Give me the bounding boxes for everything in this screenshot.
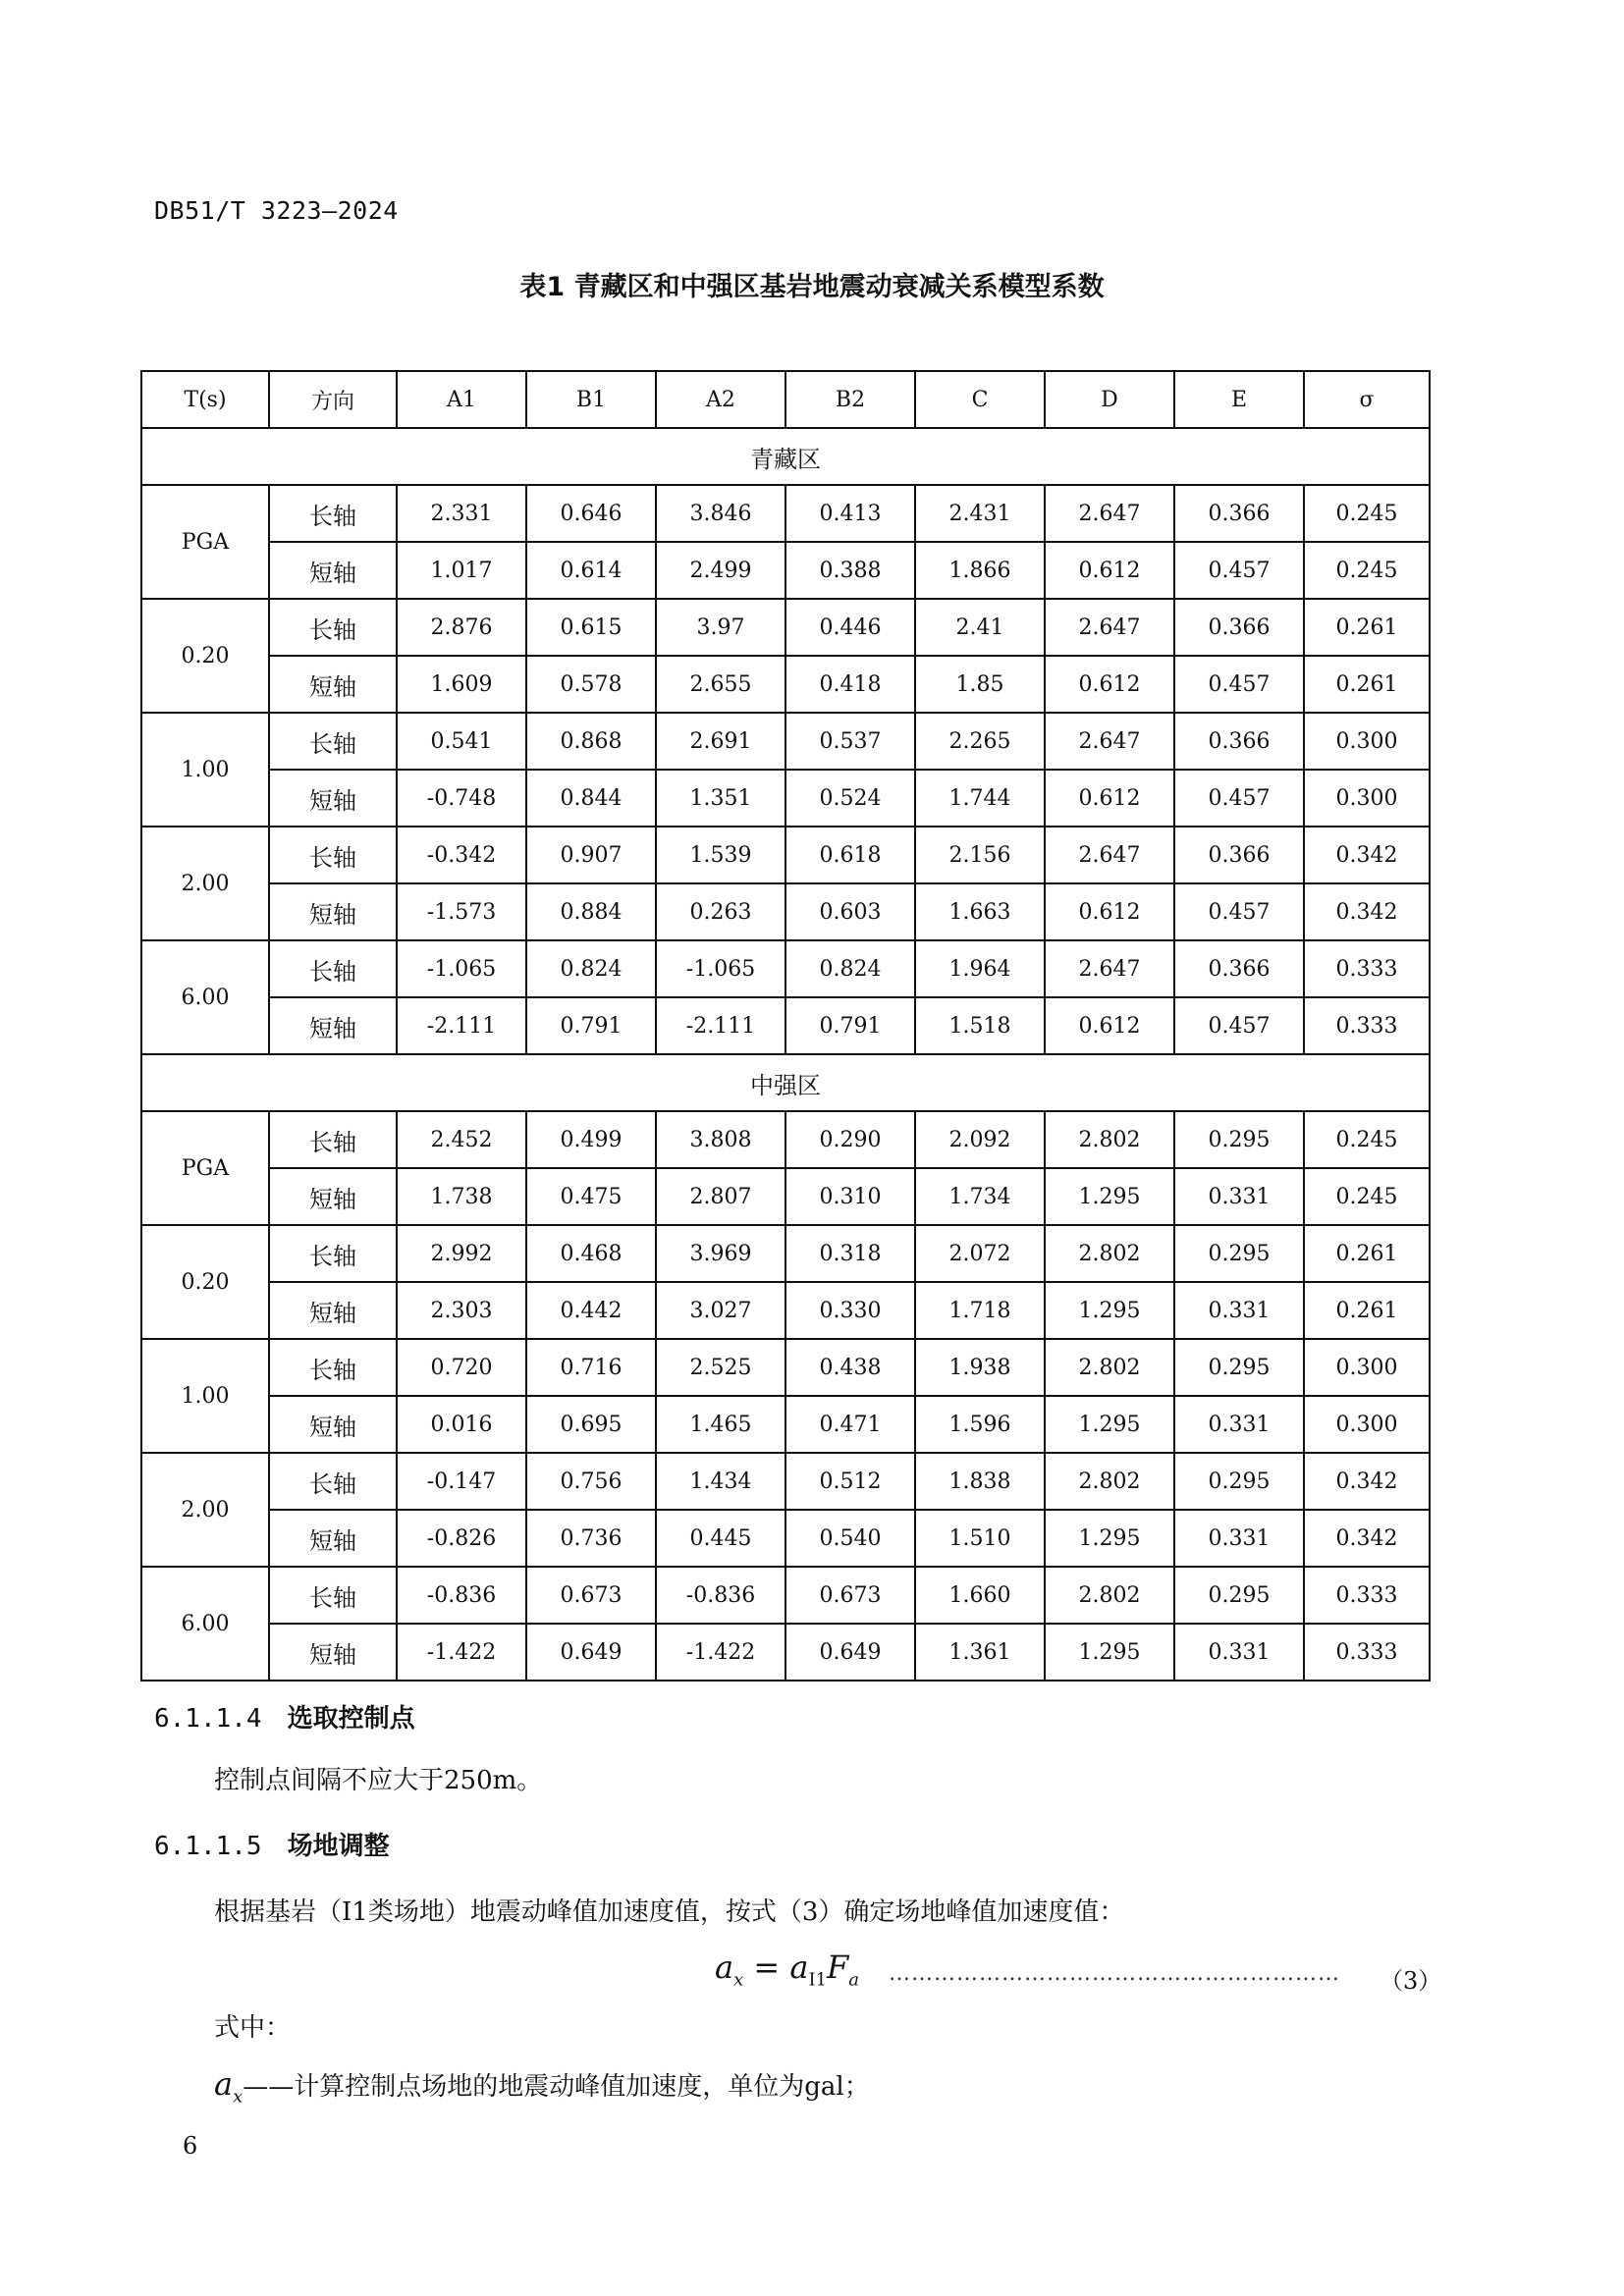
value-cell: 0.290 [785,1111,915,1168]
value-cell: 0.612 [1045,542,1174,599]
value-cell: 2.525 [656,1339,785,1396]
value-cell: 0.261 [1304,1282,1430,1339]
table-row [141,1567,1430,1624]
table-title: 表1 青藏区和中强区基岩地震动衰减关系模型系数 [519,272,1105,302]
value-cell: 0.300 [1304,713,1430,770]
value-cell: 0.310 [785,1168,915,1225]
value-cell: -1.422 [656,1624,785,1681]
formula-r2: F [827,1949,849,1986]
value-cell: 0.261 [1304,599,1430,656]
value-cell: 1.738 [397,1168,526,1225]
direction-cell: 短轴 [269,1510,397,1567]
formula-r1: a [789,1949,809,1986]
value-cell: 0.295 [1174,1453,1304,1510]
direction-cell: 短轴 [269,1282,397,1339]
value-cell: 2.265 [915,713,1045,770]
value-cell: 2.647 [1045,599,1174,656]
value-cell: 1.744 [915,770,1045,827]
direction-cell: 短轴 [269,1396,397,1453]
value-cell: -2.111 [397,997,526,1054]
value-cell: 2.41 [915,599,1045,656]
table-row [141,656,1430,713]
value-cell: 0.331 [1174,1396,1304,1453]
value-cell: -0.147 [397,1453,526,1510]
period-cell: 6.00 [141,1567,269,1681]
value-cell: 1.609 [397,656,526,713]
value-cell: 0.438 [785,1339,915,1396]
value-cell: 1.938 [915,1339,1045,1396]
region-name: 中强区 [141,1054,1430,1111]
value-cell: 0.475 [526,1168,656,1225]
value-cell: 2.431 [915,485,1045,542]
column-header-6: C [915,371,1045,428]
value-cell: 0.295 [1174,1567,1304,1624]
period-cell: PGA [141,1111,269,1225]
value-cell: 0.445 [656,1510,785,1567]
section-title: 选取控制点 [287,1704,415,1734]
period-cell: 2.00 [141,827,269,940]
value-cell: 2.647 [1045,485,1174,542]
value-cell: 0.457 [1174,770,1304,827]
value-cell: 0.457 [1174,542,1304,599]
value-cell: 0.649 [526,1624,656,1681]
value-cell: 2.802 [1045,1339,1174,1396]
value-cell: -0.342 [397,827,526,883]
value-cell: 0.457 [1174,997,1304,1054]
table-row [141,1282,1430,1339]
value-cell: 0.716 [526,1339,656,1396]
value-cell: -0.836 [656,1567,785,1624]
column-header-7: D [1045,371,1174,428]
value-cell: 0.261 [1304,1225,1430,1282]
value-cell: 2.647 [1045,827,1174,883]
value-cell: 2.331 [397,485,526,542]
column-header-3: B1 [526,371,656,428]
region-row [141,1054,1430,1111]
value-cell: 0.295 [1174,1339,1304,1396]
value-cell: 2.303 [397,1282,526,1339]
value-cell: 0.446 [785,599,915,656]
value-cell: 0.245 [1304,485,1430,542]
formula-lhs: a [715,1949,734,1986]
value-cell: 1.434 [656,1453,785,1510]
value-cell: 0.612 [1045,997,1174,1054]
variable-symbol [214,2065,244,2108]
value-cell: 0.673 [785,1567,915,1624]
equation-number: （3） [1380,1967,1442,1995]
value-cell: 0.333 [1304,1567,1430,1624]
value-cell: 0.318 [785,1225,915,1282]
table-row [141,542,1430,599]
table-row [141,940,1430,997]
section-6-1-1-4-heading [154,1698,415,1735]
value-cell: 0.844 [526,770,656,827]
value-cell: 0.342 [1304,827,1430,883]
value-cell: -1.065 [397,940,526,997]
value-cell: 0.614 [526,542,656,599]
value-cell: 0.499 [526,1111,656,1168]
value-cell: 2.092 [915,1111,1045,1168]
value-cell: 2.647 [1045,940,1174,997]
value-cell: 0.824 [785,940,915,997]
value-cell: 2.156 [915,827,1045,883]
formula-lhs-sub: x [733,1969,744,1991]
page-number: 6 [183,2132,198,2160]
value-cell: 2.876 [397,599,526,656]
column-header-2: A1 [397,371,526,428]
value-cell: 0.907 [526,827,656,883]
document-id: DB51/T 3223—2024 [154,196,399,225]
value-cell: 1.295 [1045,1168,1174,1225]
value-cell: 0.333 [1304,940,1430,997]
value-cell: 1.518 [915,997,1045,1054]
column-header-1: 方向 [269,371,397,428]
table-row [141,1111,1430,1168]
table-row [141,827,1430,883]
formula-3 [715,1949,859,1990]
region-name: 青藏区 [141,428,1430,485]
value-cell: 0.618 [785,827,915,883]
table-row [141,1225,1430,1282]
direction-cell: 短轴 [269,1168,397,1225]
variable-definition [214,2065,870,2107]
value-cell: 2.655 [656,656,785,713]
table-row [141,1396,1430,1453]
value-cell: 0.261 [1304,656,1430,713]
value-cell: 2.647 [1045,713,1174,770]
value-cell: 0.884 [526,883,656,940]
value-cell: 2.802 [1045,1567,1174,1624]
variable-description: ——计算控制点场地的地震动峰值加速度，单位为gal； [243,2072,870,2102]
value-cell: 0.366 [1174,827,1304,883]
where-label: 式中： [214,2013,292,2043]
value-cell: 0.330 [785,1282,915,1339]
value-cell: 1.866 [915,542,1045,599]
value-cell: 0.331 [1174,1624,1304,1681]
section-6-1-1-5-text: 根据基岩（I1类场地）地震动峰值加速度值，按式（3）确定场地峰值加速度值： [214,1897,1125,1927]
value-cell: 0.342 [1304,1453,1430,1510]
value-cell: 0.442 [526,1282,656,1339]
value-cell: 1.718 [915,1282,1045,1339]
value-cell: 1.663 [915,883,1045,940]
value-cell: 0.333 [1304,1624,1430,1681]
value-cell: -0.836 [397,1567,526,1624]
value-cell: 0.331 [1174,1168,1304,1225]
variable-symbol-base: a [214,2065,234,2103]
value-cell: 0.471 [785,1396,915,1453]
direction-cell: 长轴 [269,1567,397,1624]
value-cell: 0.245 [1304,1168,1430,1225]
value-cell: 0.720 [397,1339,526,1396]
value-cell: 1.295 [1045,1624,1174,1681]
value-cell: 0.649 [785,1624,915,1681]
period-cell: 1.00 [141,713,269,827]
value-cell: 0.245 [1304,542,1430,599]
section-number: 6.1.1.4 [154,1704,262,1734]
formula-leader-dots: …………………………………………………… [889,1961,1340,1986]
value-cell: 0.512 [785,1453,915,1510]
value-cell: 0.342 [1304,883,1430,940]
value-cell: 0.342 [1304,1510,1430,1567]
value-cell: 0.868 [526,713,656,770]
value-cell: 2.499 [656,542,785,599]
value-cell: 1.465 [656,1396,785,1453]
period-cell: 2.00 [141,1453,269,1567]
value-cell: 1.734 [915,1168,1045,1225]
value-cell: 0.791 [526,997,656,1054]
column-header-0: T(s) [141,371,269,428]
section-6-1-1-5-heading [154,1826,390,1862]
value-cell: 0.300 [1304,1339,1430,1396]
column-header-8: E [1174,371,1304,428]
direction-cell: 长轴 [269,485,397,542]
value-cell: -2.111 [656,997,785,1054]
value-cell: 0.418 [785,656,915,713]
value-cell: 0.468 [526,1225,656,1282]
value-cell: 0.366 [1174,940,1304,997]
value-cell: 0.612 [1045,656,1174,713]
direction-cell: 短轴 [269,997,397,1054]
value-cell: 0.457 [1174,883,1304,940]
value-cell: 0.541 [397,713,526,770]
value-cell: 0.824 [526,940,656,997]
table-row [141,1168,1430,1225]
value-cell: 2.807 [656,1168,785,1225]
period-cell: 0.20 [141,1225,269,1339]
section-number: 6.1.1.5 [154,1832,262,1861]
value-cell: 2.802 [1045,1111,1174,1168]
direction-cell: 短轴 [269,770,397,827]
table-row [141,713,1430,770]
column-header-9: σ [1304,371,1430,428]
value-cell: 0.300 [1304,1396,1430,1453]
value-cell: 0.245 [1304,1111,1430,1168]
direction-cell: 短轴 [269,1624,397,1681]
value-cell: 0.603 [785,883,915,940]
value-cell: 3.97 [656,599,785,656]
value-cell: 3.846 [656,485,785,542]
value-cell: 0.333 [1304,997,1430,1054]
value-cell: 0.673 [526,1567,656,1624]
table-row [141,1339,1430,1396]
direction-cell: 短轴 [269,542,397,599]
value-cell: -0.748 [397,770,526,827]
table-row [141,997,1430,1054]
value-cell: 0.612 [1045,770,1174,827]
period-cell: 6.00 [141,940,269,1054]
value-cell: 1.017 [397,542,526,599]
section-6-1-1-4-text: 控制点间隔不应大于250m。 [214,1766,543,1795]
value-cell: 0.537 [785,713,915,770]
value-cell: 1.85 [915,656,1045,713]
value-cell: 3.969 [656,1225,785,1282]
value-cell: 0.366 [1174,485,1304,542]
direction-cell: 长轴 [269,599,397,656]
table-row [141,1624,1430,1681]
value-cell: 0.016 [397,1396,526,1453]
direction-cell: 长轴 [269,940,397,997]
variable-symbol-sub: x [233,2086,244,2108]
value-cell: 0.578 [526,656,656,713]
value-cell: 0.695 [526,1396,656,1453]
direction-cell: 长轴 [269,1225,397,1282]
value-cell: 1.510 [915,1510,1045,1567]
value-cell: 2.072 [915,1225,1045,1282]
value-cell: 0.300 [1304,770,1430,827]
period-cell: 0.20 [141,599,269,713]
value-cell: 0.540 [785,1510,915,1567]
table-row [141,1510,1430,1567]
coefficient-table [140,370,1431,1682]
table-row [141,485,1430,542]
direction-cell: 长轴 [269,1453,397,1510]
value-cell: 0.646 [526,485,656,542]
table-row [141,883,1430,940]
value-cell: 0.295 [1174,1111,1304,1168]
column-header-5: B2 [785,371,915,428]
value-cell: -1.422 [397,1624,526,1681]
value-cell: 2.452 [397,1111,526,1168]
direction-cell: 长轴 [269,827,397,883]
column-header-4: A2 [656,371,785,428]
direction-cell: 长轴 [269,1111,397,1168]
table-row [141,1453,1430,1510]
value-cell: 0.388 [785,542,915,599]
value-cell: 0.457 [1174,656,1304,713]
value-cell: 0.263 [656,883,785,940]
value-cell: 1.295 [1045,1396,1174,1453]
table-header-row [141,371,1430,428]
value-cell: -1.065 [656,940,785,997]
region-row [141,428,1430,485]
value-cell: -1.573 [397,883,526,940]
direction-cell: 短轴 [269,656,397,713]
value-cell: 0.366 [1174,713,1304,770]
value-cell: 0.756 [526,1453,656,1510]
value-cell: 3.027 [656,1282,785,1339]
table-row [141,770,1430,827]
value-cell: 0.615 [526,599,656,656]
value-cell: 1.596 [915,1396,1045,1453]
value-cell: 2.802 [1045,1225,1174,1282]
value-cell: 0.331 [1174,1282,1304,1339]
formula-r1-sub: I1 [808,1969,828,1991]
value-cell: 1.351 [656,770,785,827]
value-cell: 1.361 [915,1624,1045,1681]
direction-cell: 短轴 [269,883,397,940]
period-cell: PGA [141,485,269,599]
value-cell: 0.413 [785,485,915,542]
value-cell: 2.691 [656,713,785,770]
value-cell: 3.808 [656,1111,785,1168]
value-cell: 0.736 [526,1510,656,1567]
value-cell: 0.791 [785,997,915,1054]
value-cell: 1.660 [915,1567,1045,1624]
direction-cell: 长轴 [269,1339,397,1396]
period-cell: 1.00 [141,1339,269,1453]
value-cell: 2.802 [1045,1453,1174,1510]
value-cell: 0.295 [1174,1225,1304,1282]
formula-equals: = [743,1949,790,1986]
value-cell: 2.992 [397,1225,526,1282]
value-cell: 1.838 [915,1453,1045,1510]
value-cell: 0.524 [785,770,915,827]
section-title: 场地调整 [287,1832,390,1861]
table-row [141,599,1430,656]
value-cell: 1.295 [1045,1282,1174,1339]
value-cell: 1.964 [915,940,1045,997]
value-cell: 1.295 [1045,1510,1174,1567]
value-cell: 0.366 [1174,599,1304,656]
formula-r2-sub: a [848,1969,859,1991]
direction-cell: 长轴 [269,713,397,770]
value-cell: 0.612 [1045,883,1174,940]
value-cell: -0.826 [397,1510,526,1567]
value-cell: 0.331 [1174,1510,1304,1567]
value-cell: 1.539 [656,827,785,883]
